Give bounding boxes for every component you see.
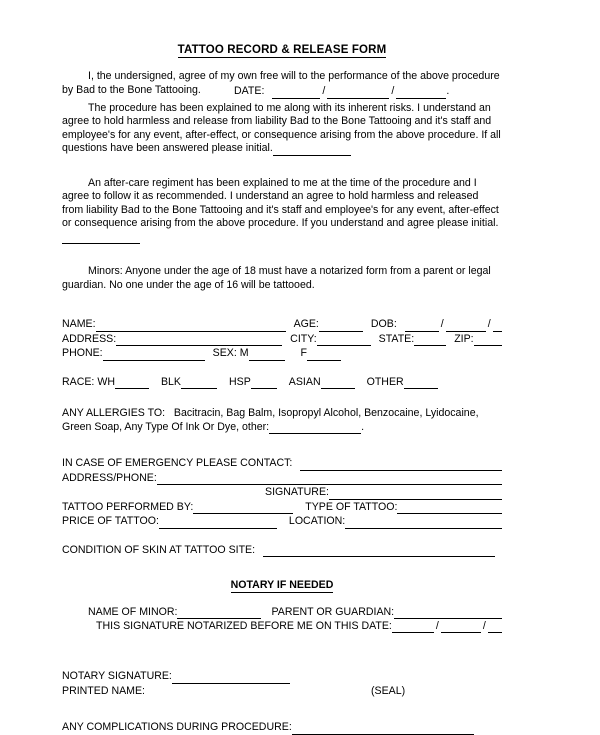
sex-male-label: SEX: M <box>212 347 249 359</box>
skin-condition-input[interactable] <box>263 545 495 557</box>
parent-guardian-label: PARENT OR GUARDIAN: <box>271 606 395 618</box>
age-input[interactable] <box>319 320 363 332</box>
paragraph-aftercare-text: An after-care regiment has been explained to me at the time of the procedure and I agree to follow it as recommended. I understand an agree to hold harmless and released from liability Bad to the Bone Tattooing and it's staff and employee's for any event, after-effect or consequence arising from the above procedure. If you understand and agree please initial. <box>62 176 499 229</box>
dob-label: DOB: <box>370 318 397 330</box>
paragraph-aftercare <box>62 177 502 245</box>
document-content <box>62 44 502 735</box>
notary-signature-input[interactable] <box>172 672 290 684</box>
state-label: STATE: <box>378 332 415 345</box>
notary-heading-text: NOTARY IF NEEDED <box>230 579 334 591</box>
address-label: ADDRESS: <box>62 332 117 345</box>
location-input[interactable] <box>345 517 502 529</box>
paragraph-risks-text: The procedure has been explained to me along with its inherent risks. I understand an agree to hold harmless and release from liability Bad to the Bone Tattooing and it's staff and employee's for any event, after-effect, or consequence arising from the above procedure. If all questions have been answered please initial. <box>62 101 501 154</box>
city-label: CITY: <box>290 332 317 345</box>
minor-name-input[interactable] <box>177 607 261 619</box>
notarized-date-label: THIS SIGNATURE NOTARIZED BEFORE ME ON THIS DATE: <box>96 620 392 632</box>
printed-name-label: PRINTED NAME: <box>62 684 145 697</box>
parent-guardian-input[interactable] <box>394 607 502 619</box>
sex-female-label: F <box>300 347 308 359</box>
date-day-input[interactable] <box>327 88 389 99</box>
notarized-date-row <box>88 619 502 633</box>
skin-condition-row <box>62 543 502 558</box>
zip-input[interactable] <box>474 334 502 346</box>
state-input[interactable] <box>414 334 446 346</box>
date-year-input[interactable] <box>396 88 446 99</box>
dob-year-input[interactable] <box>493 320 502 332</box>
date-slash-1: / <box>322 85 326 97</box>
date-month-input[interactable] <box>272 88 320 99</box>
race-asian-input[interactable] <box>321 377 355 389</box>
type-of-tattoo-label: TYPE OF TATTOO: <box>305 500 398 513</box>
allergies-other-label: other: <box>242 420 270 433</box>
race-other-input[interactable] <box>404 377 438 389</box>
allergies-block <box>62 407 502 434</box>
skin-condition-label: CONDITION OF SKIN AT TATTOO SITE: <box>62 543 256 556</box>
city-input[interactable] <box>317 334 371 346</box>
date-label: DATE: <box>234 85 265 97</box>
notary-signature-label: NOTARY SIGNATURE: <box>62 670 172 682</box>
type-of-tattoo-input[interactable] <box>397 502 502 514</box>
race-row <box>62 375 502 390</box>
race-asian-label: ASIAN <box>288 375 321 388</box>
seal-label: (SEAL) <box>371 684 406 697</box>
price-row <box>62 514 502 529</box>
minor-name-label: NAME OF MINOR: <box>88 606 178 618</box>
race-white-label: RACE: WH <box>62 375 115 388</box>
dob-month-input[interactable] <box>405 320 439 332</box>
allergies-label: ANY ALLERGIES TO: <box>62 407 166 419</box>
race-hispanic-input[interactable] <box>251 377 277 389</box>
performed-by-input[interactable] <box>193 502 293 514</box>
sex-female-input[interactable] <box>307 349 341 361</box>
allergies-other-input[interactable] <box>269 423 361 434</box>
signature-label: SIGNATURE: <box>265 486 329 498</box>
phone-input[interactable] <box>103 349 205 361</box>
emergency-address-label: ADDRESS/PHONE: <box>62 471 157 484</box>
name-row <box>62 317 502 332</box>
phone-row <box>62 346 502 361</box>
notarized-date-year-input[interactable] <box>488 621 502 633</box>
allergies-list: Bacitracin, Bag Balm, Isopropyl Alcohol, Benzocaine, Lyidocaine, Green Soap, Any Type Of Ink Or Dye, <box>62 407 479 433</box>
date-slash-2: / <box>391 85 395 97</box>
date-period: . <box>446 85 450 97</box>
notarized-date-day-input[interactable] <box>441 621 481 633</box>
complications-label: ANY COMPLICATIONS DURING PROCEDURE: <box>62 721 292 733</box>
initial-risks-input[interactable] <box>273 145 351 156</box>
initial-aftercare-input[interactable] <box>62 233 140 244</box>
page-title-text: TATTOO RECORD & RELEASE FORM <box>177 44 387 56</box>
signature-input[interactable] <box>329 488 502 500</box>
emergency-contact-input[interactable] <box>300 459 502 471</box>
zip-label: ZIP: <box>454 332 474 345</box>
signature-row <box>62 485 502 500</box>
sex-male-input[interactable] <box>249 349 285 361</box>
printed-name-row <box>62 684 502 699</box>
dob-slash-2: / <box>487 318 491 330</box>
address-input[interactable] <box>116 334 282 346</box>
paragraph-minors <box>62 265 502 292</box>
notarized-date-slash-2: / <box>482 620 486 632</box>
emergency-address-input[interactable] <box>157 473 502 485</box>
age-label: AGE: <box>293 318 319 330</box>
location-label: LOCATION: <box>288 515 346 527</box>
name-input[interactable] <box>96 320 286 332</box>
address-row <box>62 332 502 347</box>
race-white-input[interactable] <box>115 377 149 389</box>
price-label: PRICE OF TATTOO: <box>62 515 159 527</box>
complications-input[interactable] <box>292 723 474 735</box>
paragraph-minors-text: Minors: Anyone under the age of 18 must have a notarized form from a parent or legal guardian. No one under the age of 16 will be tattooed. <box>62 265 491 291</box>
notary-block <box>62 605 502 633</box>
notarized-date-month-input[interactable] <box>392 621 434 633</box>
emergency-contact-row <box>62 456 502 471</box>
price-input[interactable] <box>159 517 277 529</box>
notary-signature-row <box>62 669 502 684</box>
emergency-address-row <box>62 471 502 486</box>
name-label: NAME: <box>62 318 96 330</box>
notary-heading <box>62 579 502 591</box>
allergies-period: . <box>361 420 365 433</box>
phone-label: PHONE: <box>62 347 103 359</box>
dob-slash-1: / <box>440 318 444 330</box>
emergency-contact-label: IN CASE OF EMERGENCY PLEASE CONTACT: <box>62 457 293 469</box>
dob-day-input[interactable] <box>446 320 486 332</box>
performed-by-row <box>62 500 502 515</box>
complications-row <box>62 720 502 735</box>
page-title <box>62 44 502 56</box>
notarized-date-slash-1: / <box>435 620 439 632</box>
race-other-label: OTHER <box>366 375 404 388</box>
paragraph-risks <box>62 102 502 156</box>
race-black-label: BLK <box>160 375 181 388</box>
race-black-input[interactable] <box>181 377 217 389</box>
paragraph-consent-text: I, the undersigned, agree of my own free will to the performance of the above procedure by Bad to the Bone Tattooing. <box>62 70 500 96</box>
performed-by-label: TATTOO PERFORMED BY: <box>62 500 194 513</box>
race-hispanic-label: HSP <box>229 375 251 388</box>
minor-name-row <box>88 605 502 619</box>
